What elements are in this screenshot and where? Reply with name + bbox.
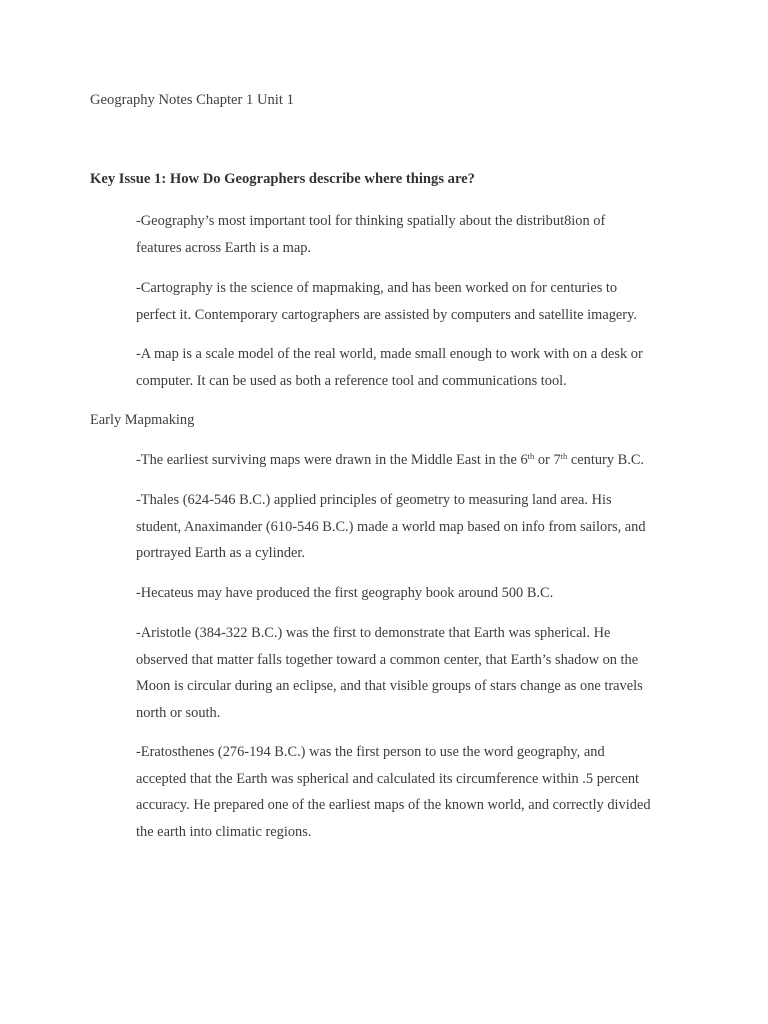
paragraph-line: -A map is a scale model of the real world, made small enough to work with on a desk or <box>136 346 643 362</box>
paragraph-earliest-maps <box>136 447 696 474</box>
text-segment: -The earliest surviving maps were drawn in the Middle East in the 6 <box>136 452 528 468</box>
paragraph-hecateus <box>136 580 696 607</box>
paragraph-eratosthenes <box>136 739 696 845</box>
key-issue-heading: Key Issue 1: How Do Geographers describe where things are? <box>90 171 475 187</box>
text-segment: century B.C. <box>567 452 645 468</box>
paragraph-line: -Cartography is the science of mapmaking, and has been worked on for centuries to <box>136 280 618 296</box>
paragraph-line: -Thales (624-546 B.C.) applied principles of geometry to measuring land area. His <box>136 492 612 508</box>
superscript: th <box>527 451 535 461</box>
paragraph-line: north or south. <box>136 704 221 721</box>
document-title: Geography Notes Chapter 1 Unit 1 <box>90 92 294 108</box>
superscript: th <box>560 451 568 461</box>
paragraph-thales <box>136 487 696 567</box>
paragraph-line: features across Earth is a map. <box>136 239 312 256</box>
paragraph-cartography <box>136 275 696 328</box>
paragraph-line: -Geography’s most important tool for thinking spatially about the distribut8ion of <box>136 213 606 229</box>
section-heading-early-mapmaking: Early Mapmaking <box>90 412 195 428</box>
paragraph-line: accuracy. He prepared one of the earliest maps of the known world, and correctly divided <box>136 797 651 813</box>
paragraph-line: -Eratosthenes (276-194 B.C.) was the first person to use the word geography, and <box>136 744 605 760</box>
paragraph-line: portrayed Earth as a cylinder. <box>136 545 306 561</box>
paragraph-line: student, Anaximander (610-546 B.C.) made a world map based on info from sailors, and <box>136 518 646 535</box>
paragraph-line: Moon is circular during an eclipse, and that visible groups of stars change as one travels <box>136 678 643 694</box>
text-segment: or 7 <box>534 452 561 468</box>
paragraph-line <box>136 447 696 474</box>
paragraph-line: observed that matter falls together toward a common center, that Earth’s shadow on the <box>136 651 639 668</box>
paragraph-line: -Hecateus may have produced the first geography book around 500 B.C. <box>136 585 554 601</box>
paragraph-line: computer. It can be used as both a reference tool and communications tool. <box>136 372 567 389</box>
paragraph-aristotle <box>136 620 696 726</box>
paragraph-line: perfect it. Contemporary cartographers are assisted by computers and satellite imagery. <box>136 306 637 323</box>
paragraph-line: accepted that the Earth was spherical and calculated its circumference within .5 percent <box>136 770 640 787</box>
paragraph-geography-tool <box>136 208 696 261</box>
paragraph-line: -Aristotle (384-322 B.C.) was the first to demonstrate that Earth was spherical. He <box>136 625 611 641</box>
paragraph-line: the earth into climatic regions. <box>136 823 312 840</box>
paragraph-map-definition <box>136 341 696 394</box>
